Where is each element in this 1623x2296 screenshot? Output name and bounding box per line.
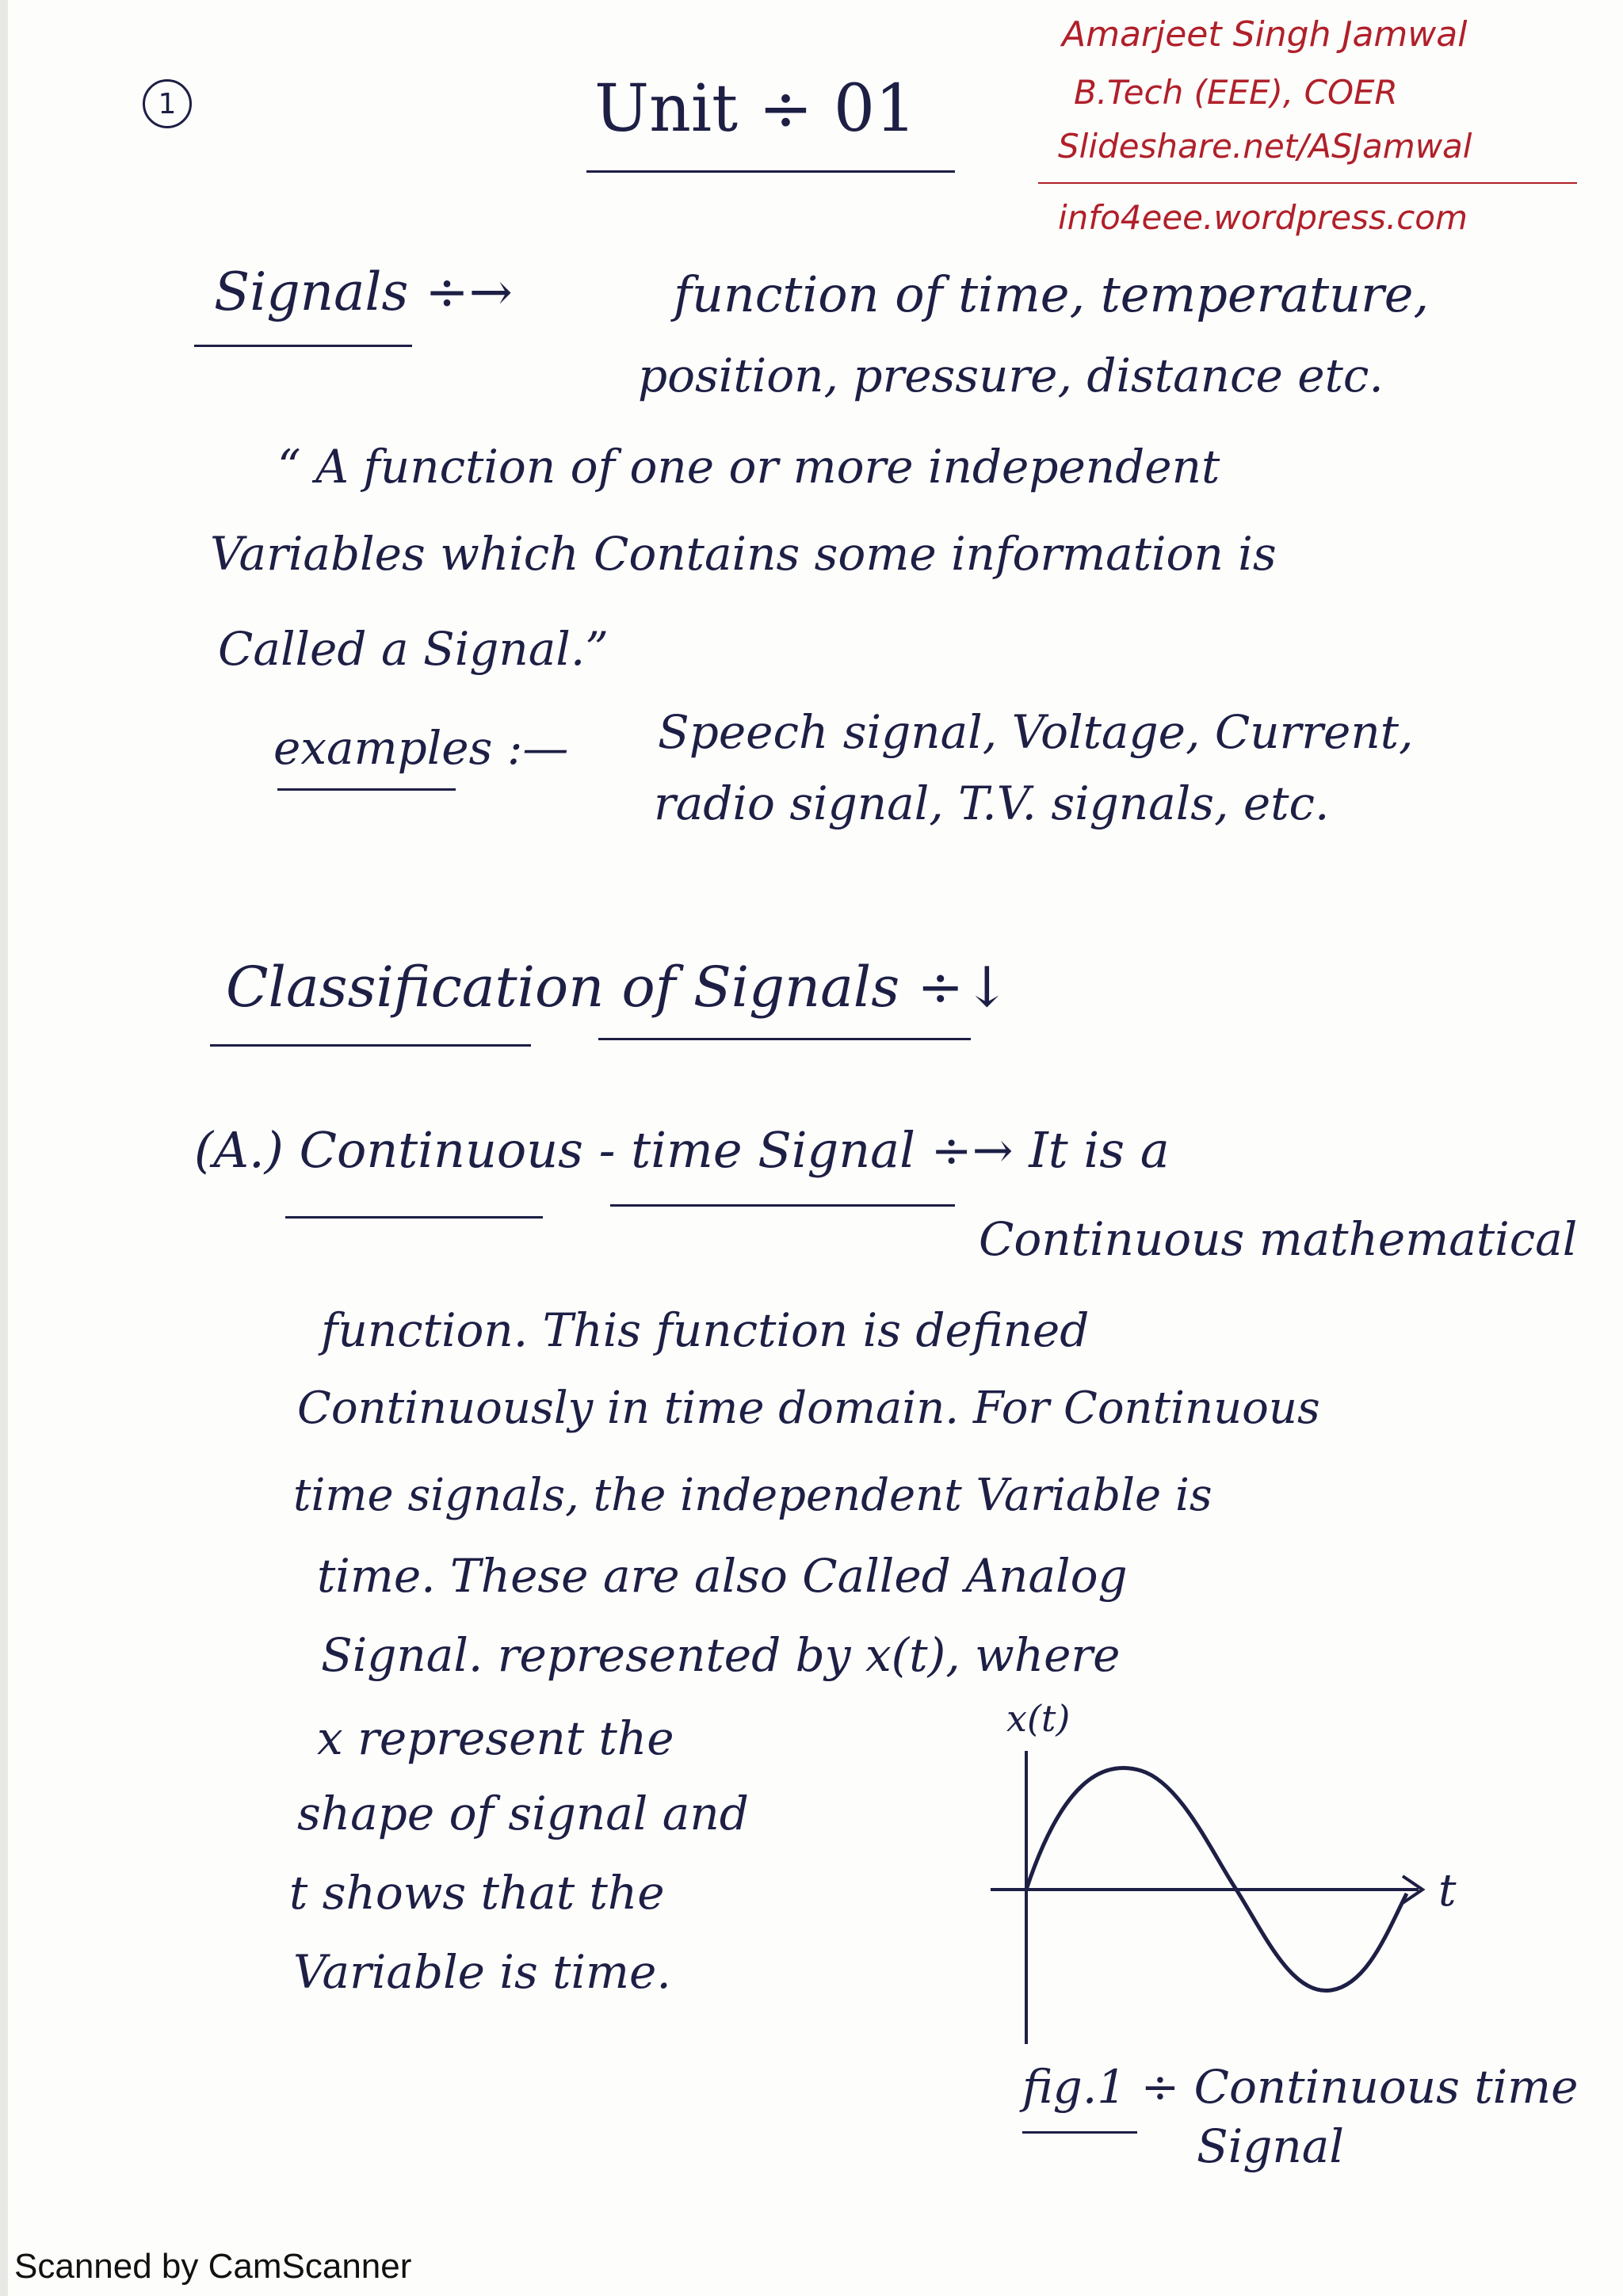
continuous-line-2: function. This function is defined — [321, 1303, 1090, 1357]
unit-title: Unit ÷ 01 — [594, 71, 917, 147]
signals-line-1: function of time, temperature, — [674, 265, 1430, 323]
continuous-line-4: time signals, the independent Variable is — [293, 1470, 1212, 1521]
sine-wave — [1026, 1768, 1407, 1990]
author-divider — [1038, 182, 1577, 184]
page-edge — [0, 0, 8, 2296]
examples-label-underline — [277, 788, 456, 791]
continuous-line-1: Continuous mathematical — [979, 1212, 1578, 1266]
continuous-line-6: Signal. represented by x(t), where — [321, 1628, 1121, 1682]
continuous-line-10: Variable is time. — [293, 1945, 671, 1999]
continuous-heading: (A.) Continuous - time Signal ÷→ It is a — [194, 1121, 1170, 1179]
figure-caption-underline — [1022, 2131, 1137, 2134]
continuous-line-7: x represent the — [317, 1711, 674, 1765]
examples-line-2: radio signal, T.V. signals, etc. — [654, 776, 1330, 830]
signal-definition-line-2: Variables which Contains some information is — [210, 527, 1277, 581]
continuous-line-3: Continuously in time domain. For Continuous — [297, 1383, 1320, 1434]
figure-y-label: x(t) — [1006, 1697, 1071, 1740]
author-degree: B.Tech (EEE), COER — [1074, 73, 1398, 112]
classification-heading: Classification of Signals ÷↓ — [226, 955, 1010, 1020]
examples-line-1: Speech signal, Voltage, Current, — [658, 705, 1414, 759]
signal-definition-line-1: “ A function of one or more independent — [277, 440, 1220, 494]
continuous-underline-2 — [610, 1204, 955, 1207]
signal-definition-line-3: Called a Signal.” — [218, 622, 609, 676]
examples-label: examples :— — [273, 721, 569, 775]
signals-heading: Signals ÷→ — [214, 261, 513, 322]
unit-title-underline — [586, 170, 955, 173]
classification-underline-1 — [210, 1044, 531, 1047]
signals-line-2: position, pressure, distance etc. — [638, 349, 1384, 402]
classification-underline-2 — [598, 1038, 971, 1040]
figure-caption-line-1: fig.1 ÷ Continuous time — [1022, 2060, 1579, 2114]
continuous-line-5: time. These are also Called Analog — [317, 1549, 1128, 1603]
page-number: 1 — [143, 79, 192, 128]
camscanner-watermark: Scanned by CamScanner — [14, 2247, 412, 2286]
author-name: Amarjeet Singh Jamwal — [1062, 14, 1468, 55]
continuous-line-9: t shows that the — [289, 1866, 665, 1920]
signals-heading-underline — [194, 345, 412, 347]
figure-x-label: t — [1438, 1865, 1457, 1917]
author-slideshare: Slideshare.net/ASJamwal — [1058, 127, 1472, 166]
author-blog: info4eee.wordpress.com — [1058, 198, 1468, 237]
continuous-line-8: shape of signal and — [297, 1787, 749, 1840]
figure-caption-line-2: Signal — [1197, 2119, 1344, 2173]
continuous-time-signal-figure — [975, 1695, 1498, 2060]
continuous-underline-1 — [285, 1216, 543, 1219]
